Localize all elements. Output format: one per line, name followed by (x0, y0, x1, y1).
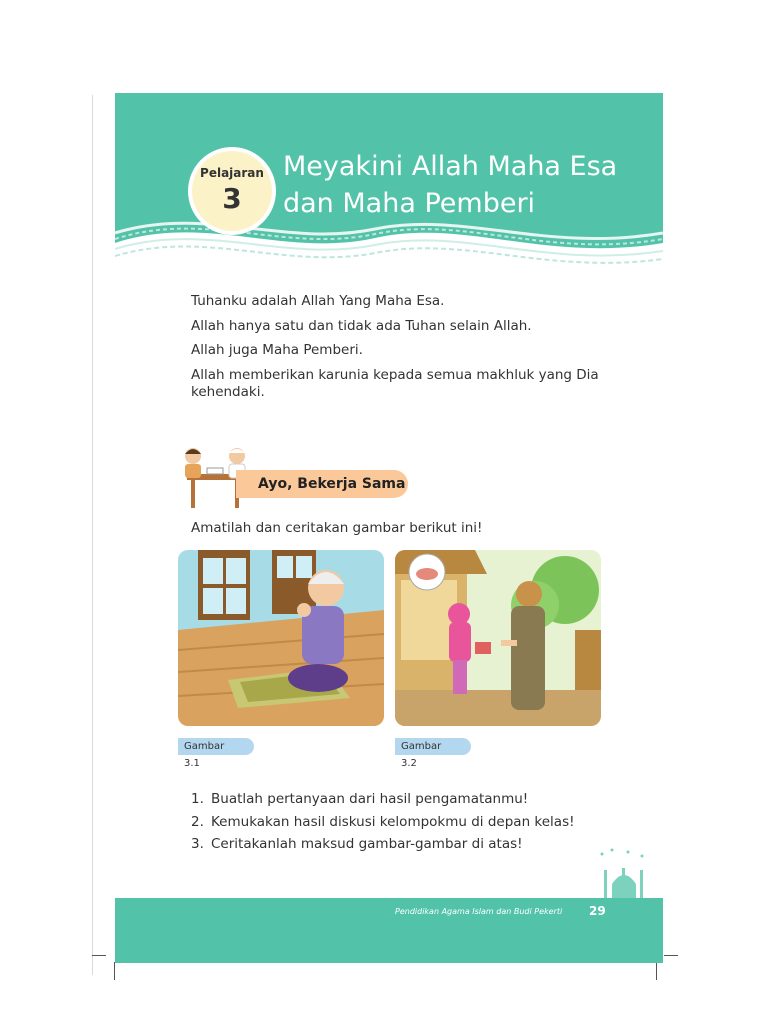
crop-mark (664, 955, 678, 956)
lesson-label: Pelajaran (200, 166, 264, 180)
crop-mark (656, 962, 657, 980)
page-footer (115, 898, 663, 963)
task-list (191, 788, 575, 856)
task-item (191, 833, 575, 856)
instruction-text: Amatilah dan ceritakan gambar berikut ini! (191, 520, 483, 536)
figure-girl-giving (395, 550, 601, 726)
intro-text (191, 289, 631, 401)
mosque-icon (598, 848, 650, 900)
intro-line: Tuhanku adalah Allah Yang Maha Esa. (191, 293, 445, 309)
task-item (191, 788, 575, 811)
intro-line: Allah juga Maha Pemberi. (191, 342, 363, 358)
lesson-number: 3 (222, 182, 242, 215)
lesson-title (283, 148, 617, 222)
page-number: 29 (589, 904, 606, 918)
task-number: 3. (191, 836, 204, 852)
page-edge (92, 95, 93, 975)
figure-caption: Gambar 3.1 (178, 738, 254, 755)
intro-line: Allah hanya satu dan tidak ada Tuhan selain Allah. (191, 317, 532, 334)
section-title: Ayo, Bekerja Sama (236, 470, 408, 498)
crop-mark (114, 962, 115, 980)
figure-boy-praying (178, 550, 384, 726)
intro-line: Allah memberikan karunia kepada semua makhluk yang Dia kehendaki. (191, 366, 599, 400)
lesson-header (115, 93, 663, 280)
title-line-2: dan Maha Pemberi (283, 188, 536, 219)
task-text: Buatlah pertanyaan dari hasil pengamatanmu! (211, 791, 529, 807)
task-item (191, 811, 575, 834)
task-text: Ceritakanlah maksud gambar-gambar di atas! (211, 836, 523, 852)
title-line-1: Meyakini Allah Maha Esa (283, 151, 618, 182)
task-number: 1. (191, 791, 204, 807)
crop-mark (92, 955, 106, 956)
task-number: 2. (191, 813, 204, 830)
book-title: Pendidikan Agama Islam dan Budi Pekerti (395, 907, 563, 916)
task-text: Kemukakan hasil diskusi kelompokmu di depan kelas! (211, 813, 575, 830)
figure-caption: Gambar 3.2 (395, 738, 471, 755)
lesson-badge (188, 147, 276, 235)
